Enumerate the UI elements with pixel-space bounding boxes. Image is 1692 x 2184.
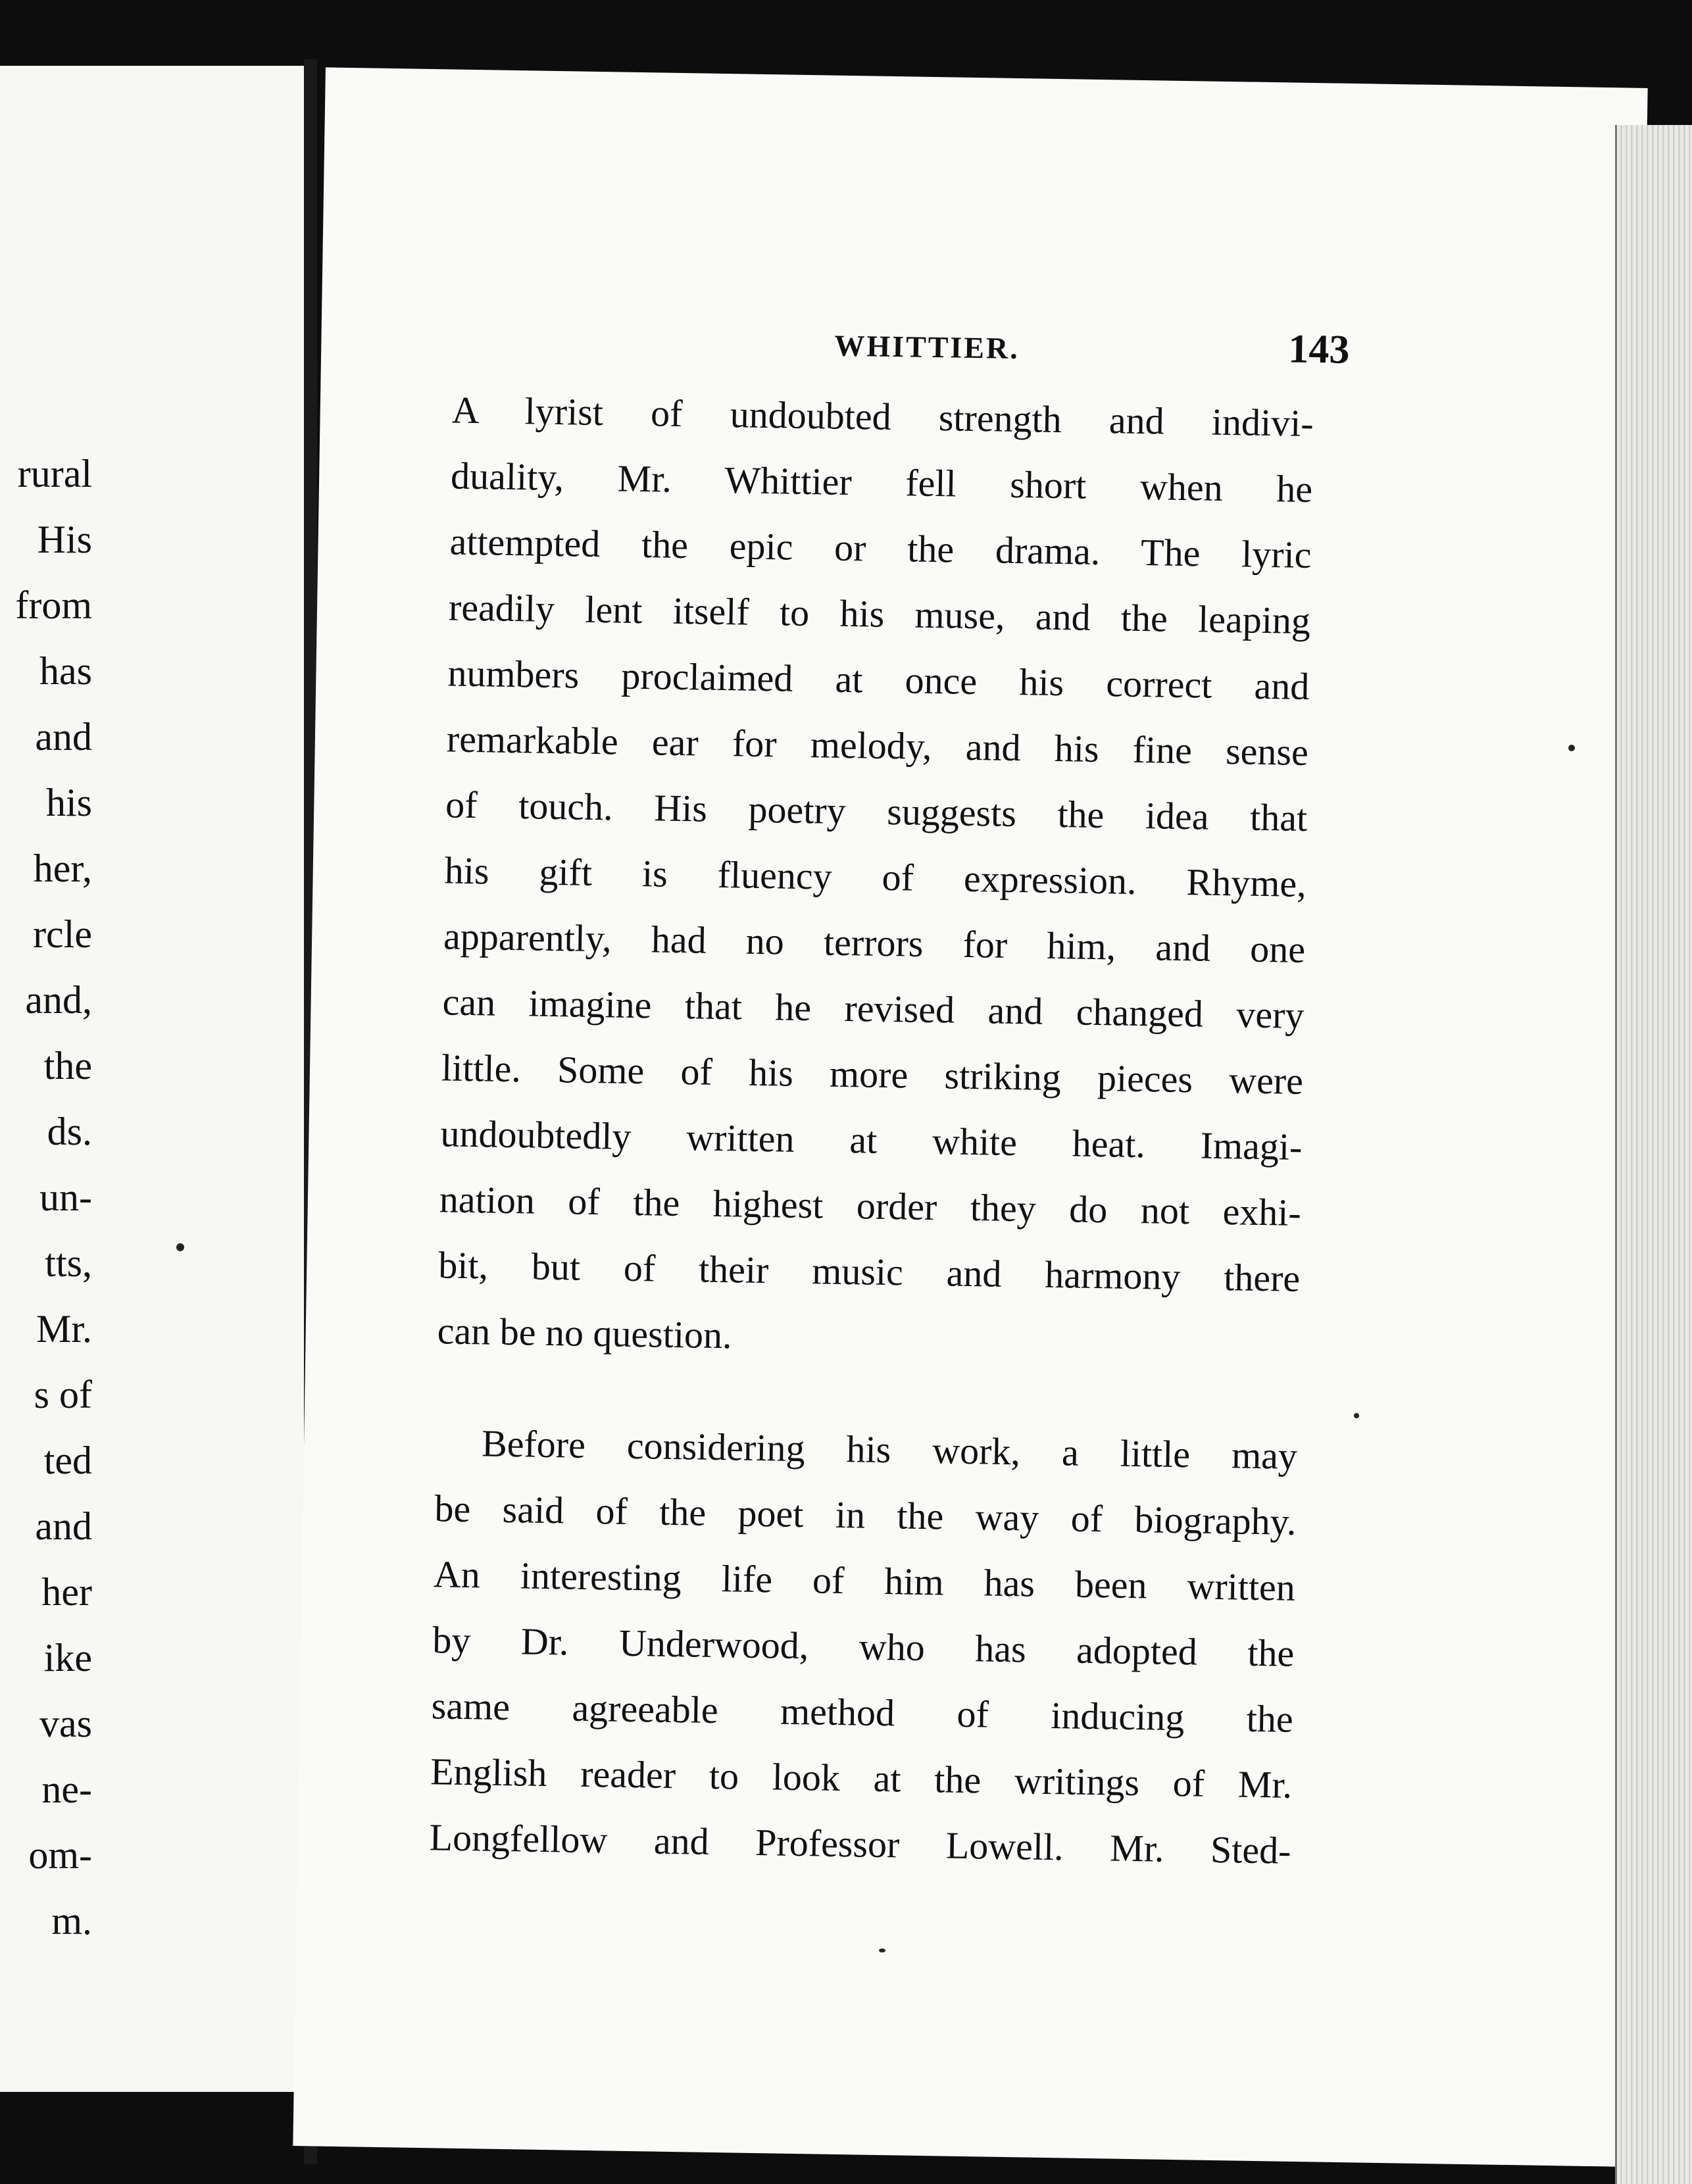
text-line: English reader to look at the writings of Mr. <box>430 1750 1293 1806</box>
text-line: can imagine that he revised and changed very <box>442 980 1305 1037</box>
previous-page-line: un- <box>39 1176 92 1219</box>
previous-page-line: and <box>35 715 92 758</box>
scan-speck <box>1354 1413 1359 1418</box>
body-text <box>429 377 1314 1883</box>
previous-page-line: and, <box>25 978 92 1022</box>
text-line: of touch. His poetry suggests the idea that <box>445 783 1308 839</box>
scan-speck <box>176 1243 184 1251</box>
previous-page-line: ds. <box>47 1110 92 1153</box>
text-line: Before considering his work, a little may <box>481 1422 1298 1477</box>
previous-page-line: from <box>15 583 92 627</box>
text-line: A lyrist of undoubted strength and indivi- <box>451 388 1314 445</box>
text-line: little. Some of his more striking pieces were <box>441 1046 1304 1103</box>
text-line: attempted the epic or the drama. The lyric <box>449 520 1312 577</box>
text-line: bit, but of their music and harmony there <box>437 1243 1301 1300</box>
text-line: numbers proclaimed at once his correct and <box>447 651 1310 708</box>
running-title: WHITTIER. <box>834 328 1020 366</box>
previous-page-line: His <box>37 518 92 561</box>
previous-page-line: her, <box>33 847 92 890</box>
previous-page-line: vas <box>39 1702 92 1745</box>
previous-page-line: has <box>39 649 92 693</box>
scan-speck <box>879 1948 885 1952</box>
previous-page-line: ted <box>43 1439 92 1482</box>
page-number: 143 <box>1287 326 1350 372</box>
text-line: duality, Mr. Whittier fell short when he <box>450 454 1313 511</box>
previous-page-line: ne- <box>41 1768 92 1811</box>
text-line: same agreeable method of inducing the <box>431 1684 1294 1741</box>
previous-page-line: her <box>41 1570 92 1614</box>
paragraph-2 <box>429 1410 1298 1883</box>
page-edges <box>1615 125 1692 2184</box>
previous-page-line: rcle <box>33 912 92 956</box>
text-line: An interesting life of him has been written <box>433 1552 1296 1609</box>
previous-page-text-column <box>0 441 92 2020</box>
previous-page-line: his <box>45 781 92 824</box>
text-line: undoubtedly written at white heat. Imagi- <box>439 1112 1303 1168</box>
previous-page-line: Mr. <box>36 1307 92 1351</box>
text-line: his gift is fluency of expression. Rhyme, <box>444 849 1307 905</box>
previous-page-line: and <box>35 1504 92 1548</box>
previous-page-line: m. <box>51 1899 92 1943</box>
previous-page-line: tts, <box>45 1241 92 1285</box>
text-line: be said of the poet in the way of biography. <box>434 1487 1297 1543</box>
previous-page <box>0 66 308 2092</box>
scan-speck <box>1568 745 1575 751</box>
text-line: remarkable ear for melody, and his fine sense <box>446 717 1309 774</box>
text-line: by Dr. Underwood, who has adopted the <box>432 1618 1295 1675</box>
text-line: Longfellow and Professor Lowell. Mr. Sted- <box>429 1816 1292 1872</box>
previous-page-line: rural <box>17 452 92 495</box>
previous-page-line: om- <box>28 1833 92 1877</box>
paragraph-1 <box>437 377 1314 1377</box>
previous-page-line: s of <box>34 1373 92 1416</box>
text-line: readily lent itself to his muse, and the leaping <box>448 585 1311 643</box>
text-line: can be no question. <box>437 1309 733 1357</box>
previous-page-line: ike <box>43 1636 92 1679</box>
current-page <box>293 67 1647 2166</box>
previous-page-line: the <box>43 1044 92 1087</box>
text-line: apparently, had no terrors for him, and one <box>443 914 1306 971</box>
text-line: nation of the highest order they do not exhi- <box>439 1178 1302 1234</box>
